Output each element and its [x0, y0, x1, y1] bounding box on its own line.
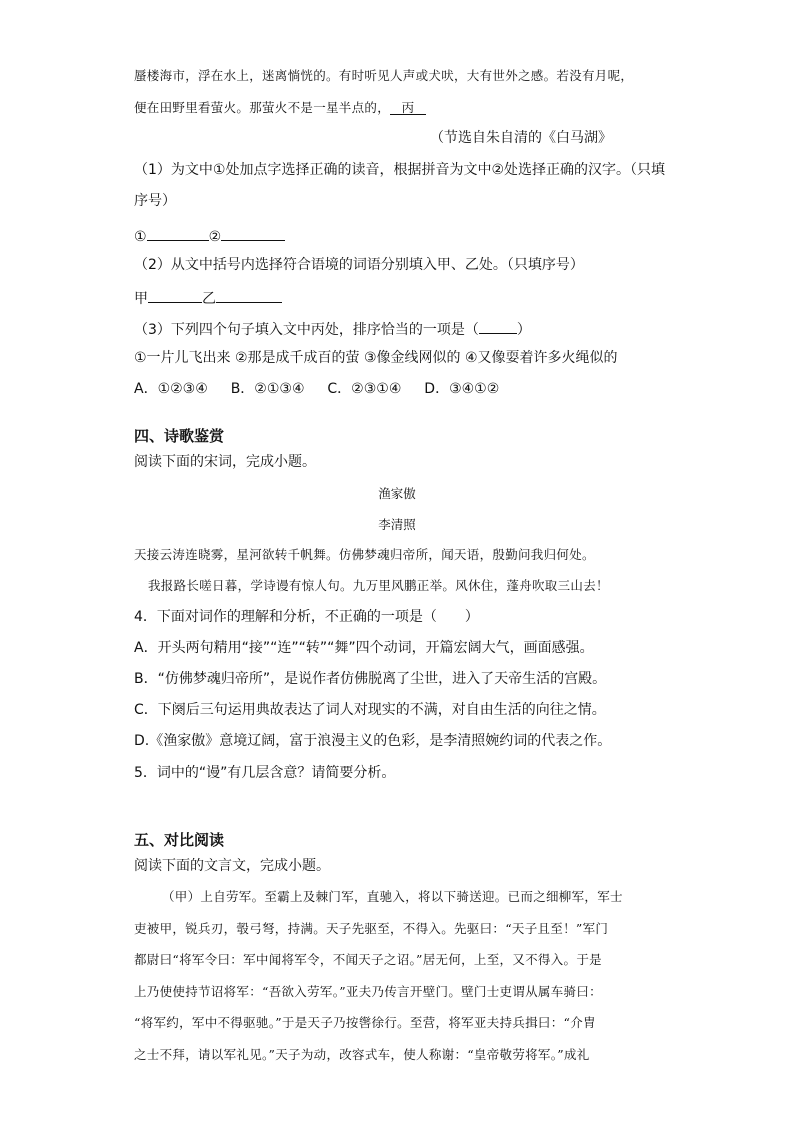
- question-1: （1）为文中①处加点字选择正确的读音，根据拼音为文中②处选择正确的汉字。（只填: [134, 162, 666, 178]
- section-4-heading: 四、诗歌鉴赏: [134, 427, 225, 445]
- poem-author: 李清照: [378, 517, 416, 532]
- section-4-intro: 阅读下面的宋词，完成小题。: [134, 454, 316, 470]
- passage-source: （节选自朱自清的《白马湖》: [430, 130, 612, 146]
- question-4: 4．下面对词作的理解和分析，不正确的一项是（ ）: [134, 609, 479, 625]
- classical-text-line: 之士不拜，请以军礼见。”天子为动，改容式车，使人称谢：“皇帝敬劳将军。”成礼: [134, 1047, 590, 1062]
- question-2-answers: 甲 乙: [134, 286, 282, 309]
- poem-line: 我报路长嗟日暮，学诗谩有惊人句。九万里风鹏正举。风休住，蓬舟吹取三山去！: [148, 578, 609, 593]
- blank-bing: 丙: [390, 98, 426, 115]
- question-3-sentences: ①一片儿飞出来 ②那是成千成百的萤 ③像金线网似的 ④又像耍着许多火绳似的: [134, 350, 618, 366]
- option: C．②③①④: [327, 381, 402, 397]
- question-1-cont: 序号）: [134, 193, 176, 209]
- answer-blank[interactable]: [147, 224, 209, 241]
- poem-line: 天接云涛连晓雾，星河欲转千帆舞。仿佛梦魂归帝所，闻天语，殷勤问我归何处。: [134, 547, 595, 562]
- passage-text: 便在田野里看萤火。那萤火不是一星半点的，: [134, 100, 391, 115]
- poem-title: 渔家傲: [378, 486, 416, 501]
- question-4-option: A．开头两句精用“接”“连”“转”“舞”四个动词，开篇宏阔大气，画面感强。: [134, 640, 594, 656]
- passage-line: 蜃楼海市，浮在水上，迷离惝恍的。有时听见人声或犬吠，大有世外之感。若没有月呢，: [134, 68, 634, 83]
- question-3: （3）下列四个句子填入文中丙处，排序恰当的一项是（ ）: [134, 317, 531, 340]
- answer-blank[interactable]: [148, 286, 202, 303]
- question-2: （2）从文中括号内选择符合语境的词语分别填入甲、乙处。（只填序号）: [134, 257, 584, 273]
- classical-text-line: 吏被甲，锐兵刃，彀弓弩，持满。天子先驱至，不得入。先驱曰：“天子且至！”军门: [134, 921, 609, 936]
- answer-blank[interactable]: [479, 317, 517, 334]
- section-5-heading: 五、对比阅读: [134, 831, 225, 849]
- section-5-intro: 阅读下面的文言文，完成小题。: [134, 858, 330, 874]
- answer-blank[interactable]: [221, 224, 285, 241]
- answer-blank[interactable]: [216, 286, 282, 303]
- option: A．①②③④: [134, 381, 208, 397]
- question-5: 5．词中的“谩”有几层含意？请简要分析。: [134, 765, 396, 781]
- classical-text-line: （甲）上自劳军。至霸上及棘门军，直驰入，将以下骑送迎。已而之细柳军，军士: [162, 889, 623, 904]
- question-1-answers: ① ②: [134, 224, 285, 247]
- classical-text-line: 上乃使使持节诏将军：“吾欲入劳军。”亚夫乃传言开壁门。壁门士吏谓从属车骑曰：: [134, 984, 602, 999]
- option: D．③④①②: [424, 381, 500, 397]
- question-4-option: C．下阕后三句运用典故表达了词人对现实的不满，对自由生活的向往之情。: [134, 702, 606, 718]
- question-4-option: B．“仿佛梦魂归帝所”，是说作者仿佛脱离了尘世，进入了天帝生活的宫殿。: [134, 671, 607, 687]
- question-3-options: [134, 379, 499, 399]
- classical-text-line: “将军约，军中不得驱驰。”于是天子乃按辔徐行。至营，将军亚夫持兵揖曰：“介胄: [134, 1015, 596, 1030]
- option: B．②①③④: [230, 381, 305, 397]
- passage-line: [134, 98, 426, 118]
- question-4-option: D.《渔家傲》意境辽阔，富于浪漫主义的色彩，是李清照婉约词的代表之作。: [134, 733, 612, 749]
- classical-text-line: 都尉曰“将军令曰：军中闻将军令，不闻天子之诏。”居无何，上至，又不得入。于是: [134, 952, 602, 967]
